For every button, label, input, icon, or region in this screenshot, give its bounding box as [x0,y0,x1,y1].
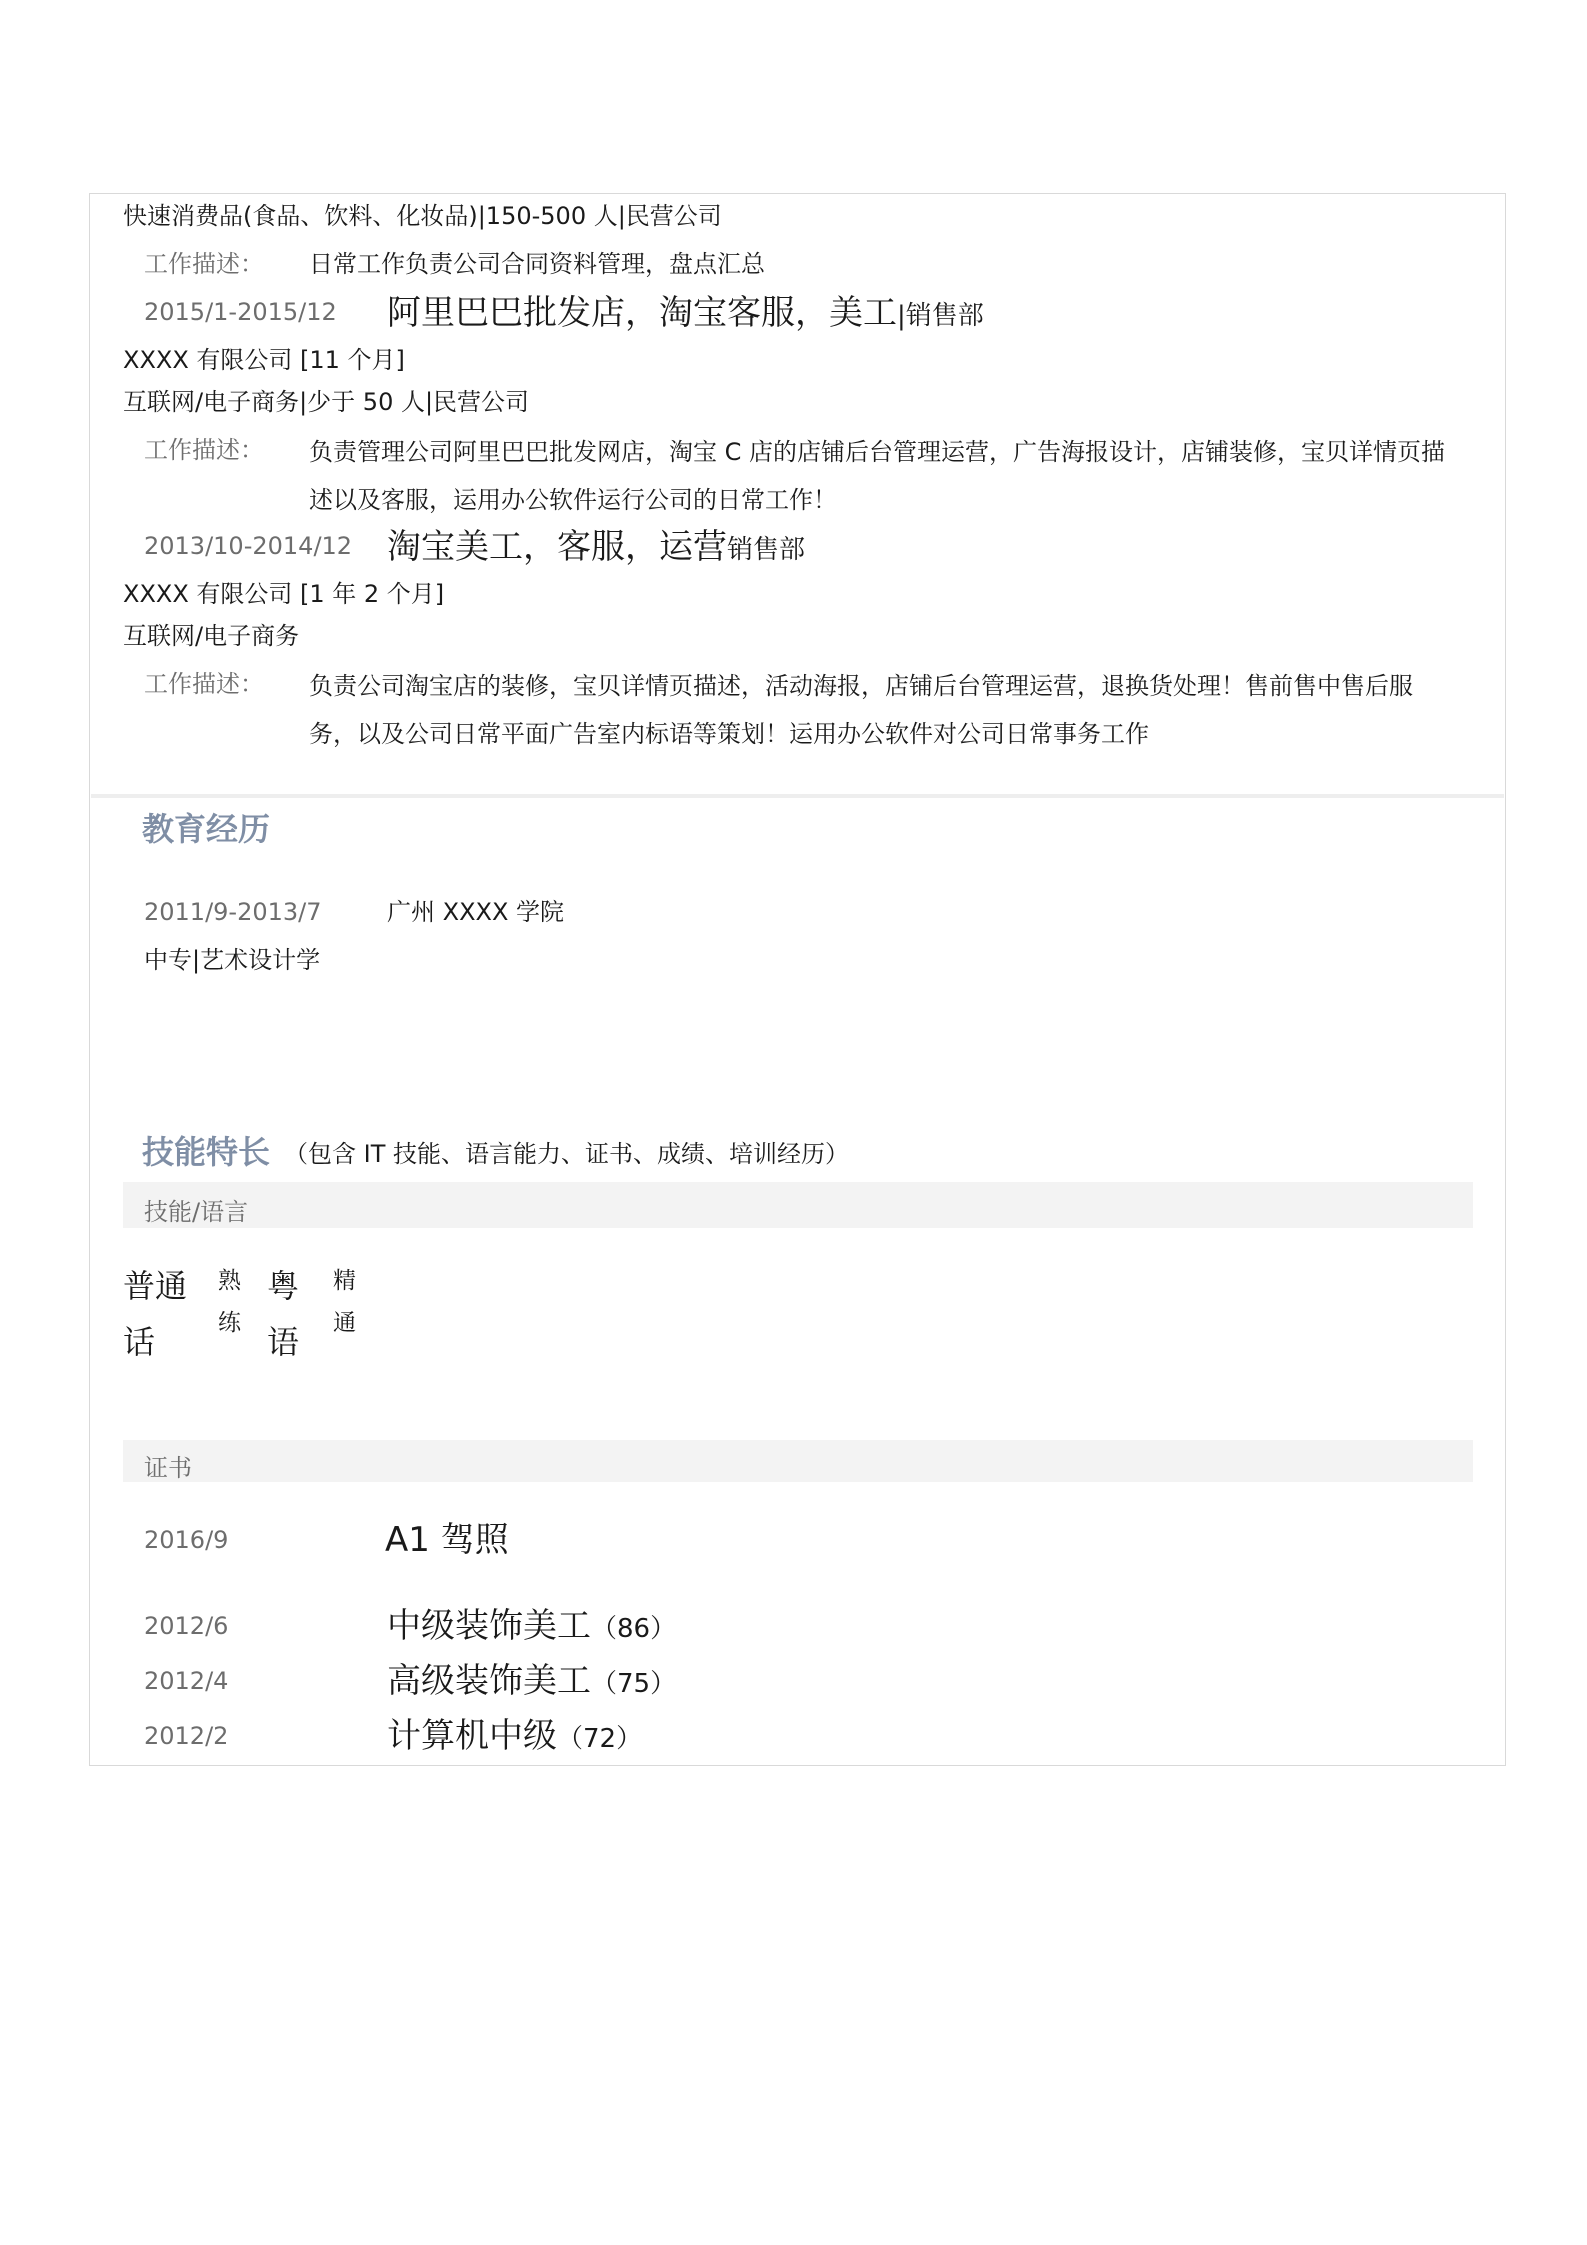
language-level: 熟练 [218,1268,241,1336]
cert-line [387,1606,676,1647]
skills-cert-bar [123,1440,1473,1482]
skills-language-bar-label: 技能/语言 [144,1198,249,1226]
work-industry: 互联网/电子商务 [123,622,300,650]
section-divider [91,794,1504,798]
work-desc-label: 工作描述： [144,436,264,464]
skills-note: （包含 IT 技能、语言能力、证书、成绩、培训经历） [284,1140,849,1168]
work-title-line [387,527,805,568]
cert-name: A1 驾照 [385,1520,509,1560]
work-desc: 日常工作负责公司合同资料管理，盘点汇总 [309,250,765,278]
cert-line [387,1716,642,1757]
skills-language-bar [123,1182,1473,1228]
language-level: 精通 [333,1268,356,1336]
work-dept: 销售部 [727,535,806,565]
language-name: 普通话 [123,1267,188,1361]
education-degree: 中专|艺术设计学 [144,946,321,974]
work-desc-label: 工作描述： [144,250,264,278]
cert-name: 中级装饰美工 [387,1606,591,1646]
education-heading: 教育经历 [142,810,271,848]
cert-line [387,1661,676,1702]
work-title: 淘宝美工，客服，运营 [387,527,727,567]
skills-heading: 技能特长 [142,1133,271,1171]
work-date: 2013/10-2014/12 [144,532,353,560]
work-desc: 负责管理公司阿里巴巴批发网店，淘宝 C 店的店铺后台管理运营，广告海报设计，店铺装修，宝贝详情页描述以及客服，运用办公软件运行公司的日常工作！ [309,438,1446,514]
work-title-line [387,293,984,334]
work-industry: 快速消费品(食品、饮料、化妆品)|150-500 人|民营公司 [123,202,722,230]
work-desc: 负责公司淘宝店的装修，宝贝详情页描述，活动海报，店铺后台管理运营，退换货处理！售前售中售后服务，以及公司日常平面广告室内标语等策划！运用办公软件对公司日常事务工作 [309,672,1413,748]
work-desc-label: 工作描述： [144,670,264,698]
cert-date: 2012/6 [144,1612,229,1640]
cert-date: 2016/9 [144,1526,229,1554]
language-name: 粤语 [267,1267,300,1361]
cert-score: （86） [591,1614,677,1644]
education-school: 广州 XXXX 学院 [387,898,565,926]
cert-name: 计算机中级 [387,1716,557,1756]
work-date: 2015/1-2015/12 [144,298,337,326]
work-company: XXXX 有限公司 [11 个月] [123,346,405,374]
work-industry: 互联网/电子商务|少于 50 人|民营公司 [123,388,530,416]
work-dept: |销售部 [897,301,984,331]
cert-score: （72） [557,1724,643,1754]
cert-date: 2012/4 [144,1667,229,1695]
cert-date: 2012/2 [144,1722,229,1750]
work-company: XXXX 有限公司 [1 年 2 个月] [123,580,445,608]
cert-score: （75） [591,1669,677,1699]
cert-name: 高级装饰美工 [387,1661,591,1701]
work-title: 阿里巴巴批发店，淘宝客服，美工 [387,293,897,333]
education-date: 2011/9-2013/7 [144,898,322,926]
skills-cert-bar-label: 证书 [144,1454,192,1482]
